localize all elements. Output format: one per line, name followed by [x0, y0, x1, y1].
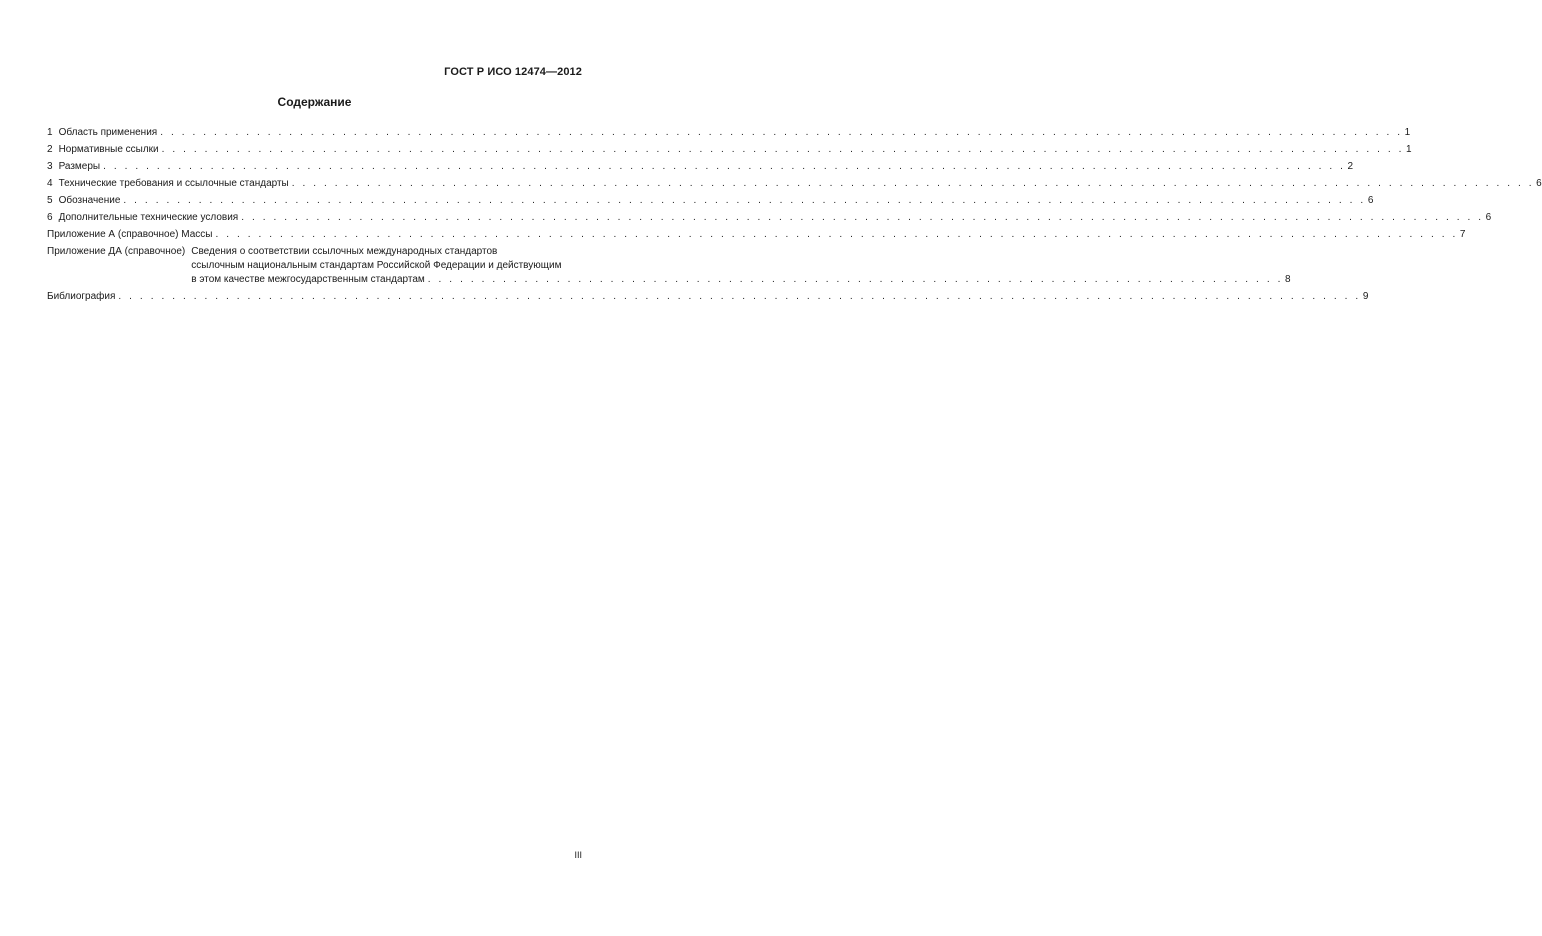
toc-entry-bibliography[interactable]	[47, 290, 1369, 304]
toc-entry-title: Размеры	[58, 161, 101, 172]
toc-leader-dots	[123, 194, 1365, 208]
toc-entry-page: 8	[1284, 274, 1291, 285]
toc-leader-dots	[118, 290, 1360, 304]
toc-entry-page: 1	[1406, 144, 1412, 155]
toc-entry-number: 5	[47, 195, 53, 206]
toc-entry-page: 1	[1404, 127, 1411, 138]
page-number: III	[574, 850, 582, 860]
toc-entry-title: Нормативные ссылки	[58, 144, 159, 155]
toc-entry-line: ссылочным национальным стандартам Российской Федерации и действующим	[191, 260, 562, 271]
toc-entry-line-last	[191, 273, 1290, 287]
toc-entry-appendix-da[interactable]	[47, 245, 1291, 287]
toc-entry-technical-requirements[interactable]	[47, 177, 1542, 191]
toc-entry-page: 7	[1459, 229, 1466, 240]
toc-entry-title: Обозначение	[58, 195, 121, 206]
toc-leader-dots	[160, 126, 1402, 140]
toc-entry-lead: Приложение ДА (справочное)	[47, 246, 186, 257]
toc-entry-number: 3	[47, 161, 53, 172]
toc-entry-number: 1	[47, 127, 53, 138]
toc-entry-page: 9	[1362, 291, 1369, 302]
toc-entry-line: Сведения о соответствии ссылочных международных стандартов	[191, 246, 498, 257]
toc-entry-page: 6	[1367, 195, 1374, 206]
toc-leader-dots	[162, 143, 1404, 157]
table-of-contents	[47, 126, 1542, 307]
toc-entry-dimensions[interactable]	[47, 160, 1354, 174]
toc-leader-dots	[103, 160, 1345, 174]
toc-entry-appendix-a[interactable]	[47, 228, 1466, 242]
toc-leader-dots	[292, 177, 1534, 191]
toc-entry-title: Область применения	[58, 127, 158, 138]
toc-entry-title: Дополнительные технические условия	[58, 212, 239, 223]
toc-entry-scope[interactable]	[47, 126, 1411, 140]
toc-entry-lines	[191, 245, 1290, 287]
toc-entry-normative-references[interactable]	[47, 143, 1412, 157]
toc-entry-page: 6	[1485, 212, 1492, 223]
document-code: ГОСТ Р ИСО 12474—2012	[444, 66, 582, 78]
toc-entry-number: 4	[47, 178, 53, 189]
toc-entry-page: 2	[1347, 161, 1354, 172]
toc-leader-dots	[428, 273, 1283, 287]
toc-entry-number: 2	[47, 144, 53, 155]
toc-leader-dots	[241, 211, 1483, 225]
toc-entry-title: Библиография	[47, 291, 116, 302]
toc-entry-number: 6	[47, 212, 53, 223]
toc-leader-dots	[215, 228, 1457, 242]
toc-entry-designation[interactable]	[47, 194, 1374, 208]
toc-entry-additional-conditions[interactable]	[47, 211, 1492, 225]
toc-title: Содержание	[277, 95, 352, 109]
toc-entry-title: Приложение А (справочное) Массы	[47, 229, 213, 240]
toc-entry-page: 6	[1536, 178, 1542, 189]
toc-entry-line-text: в этом качестве межгосударственным стандартам	[191, 274, 425, 285]
toc-entry-title: Технические требования и ссылочные стандарты	[58, 178, 289, 189]
